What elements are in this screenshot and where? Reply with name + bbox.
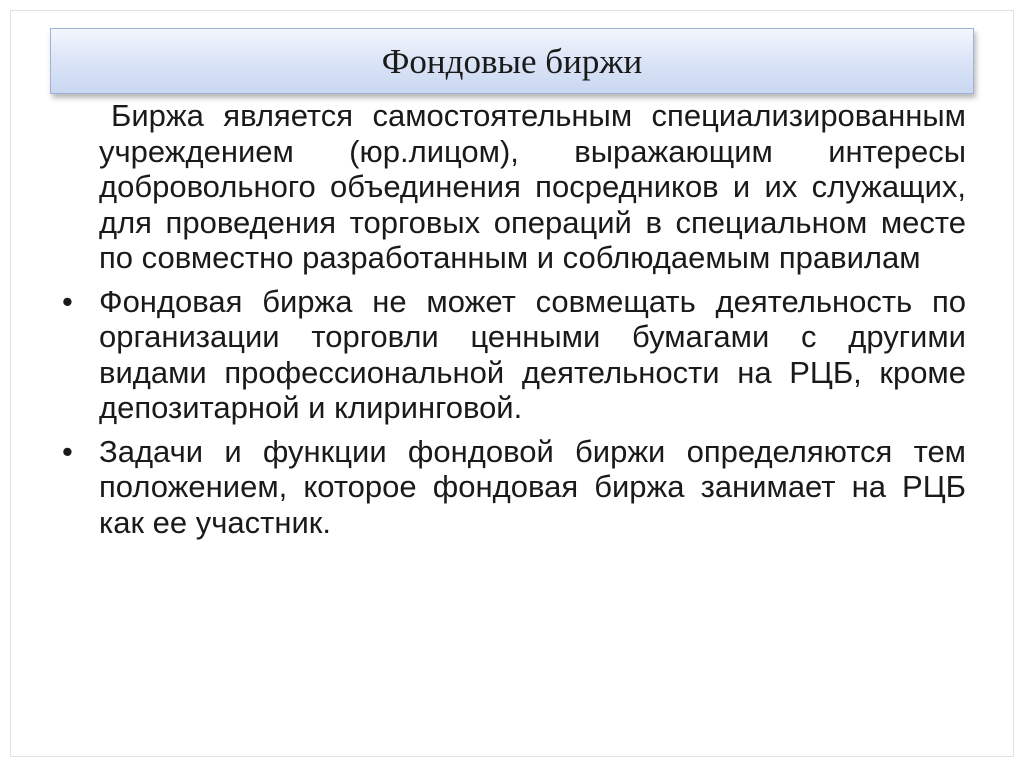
bullet-marker: • bbox=[62, 283, 73, 319]
bullet-text: Фондовая биржа не может совмещать деятельность по организации торговли ценными бумагами с другими видами профессиональной деятельности на РЦБ, кроме депозитарной и клиринговой. bbox=[99, 283, 966, 425]
bullet-text: Задачи и функции фондовой биржи определяются тем положением, которое фондовая биржа занимает на РЦБ как ее участник. bbox=[99, 433, 966, 540]
title-bar bbox=[50, 28, 974, 94]
bullet-item bbox=[60, 434, 966, 541]
bullet-item bbox=[60, 284, 966, 426]
paragraph-text: Биржа является самостоятельным специализированным учреждением (юр.лицом), выражающим интересы добровольного объединения посредников и их служащих, для проведения торговых операций в специальном месте по совместно разработанным и соблюдаемым правилам bbox=[99, 98, 966, 275]
bullet-marker: • bbox=[62, 433, 73, 469]
paragraph-definition bbox=[60, 98, 966, 276]
slide-body bbox=[60, 98, 966, 540]
slide-title: Фондовые биржи bbox=[381, 41, 643, 81]
